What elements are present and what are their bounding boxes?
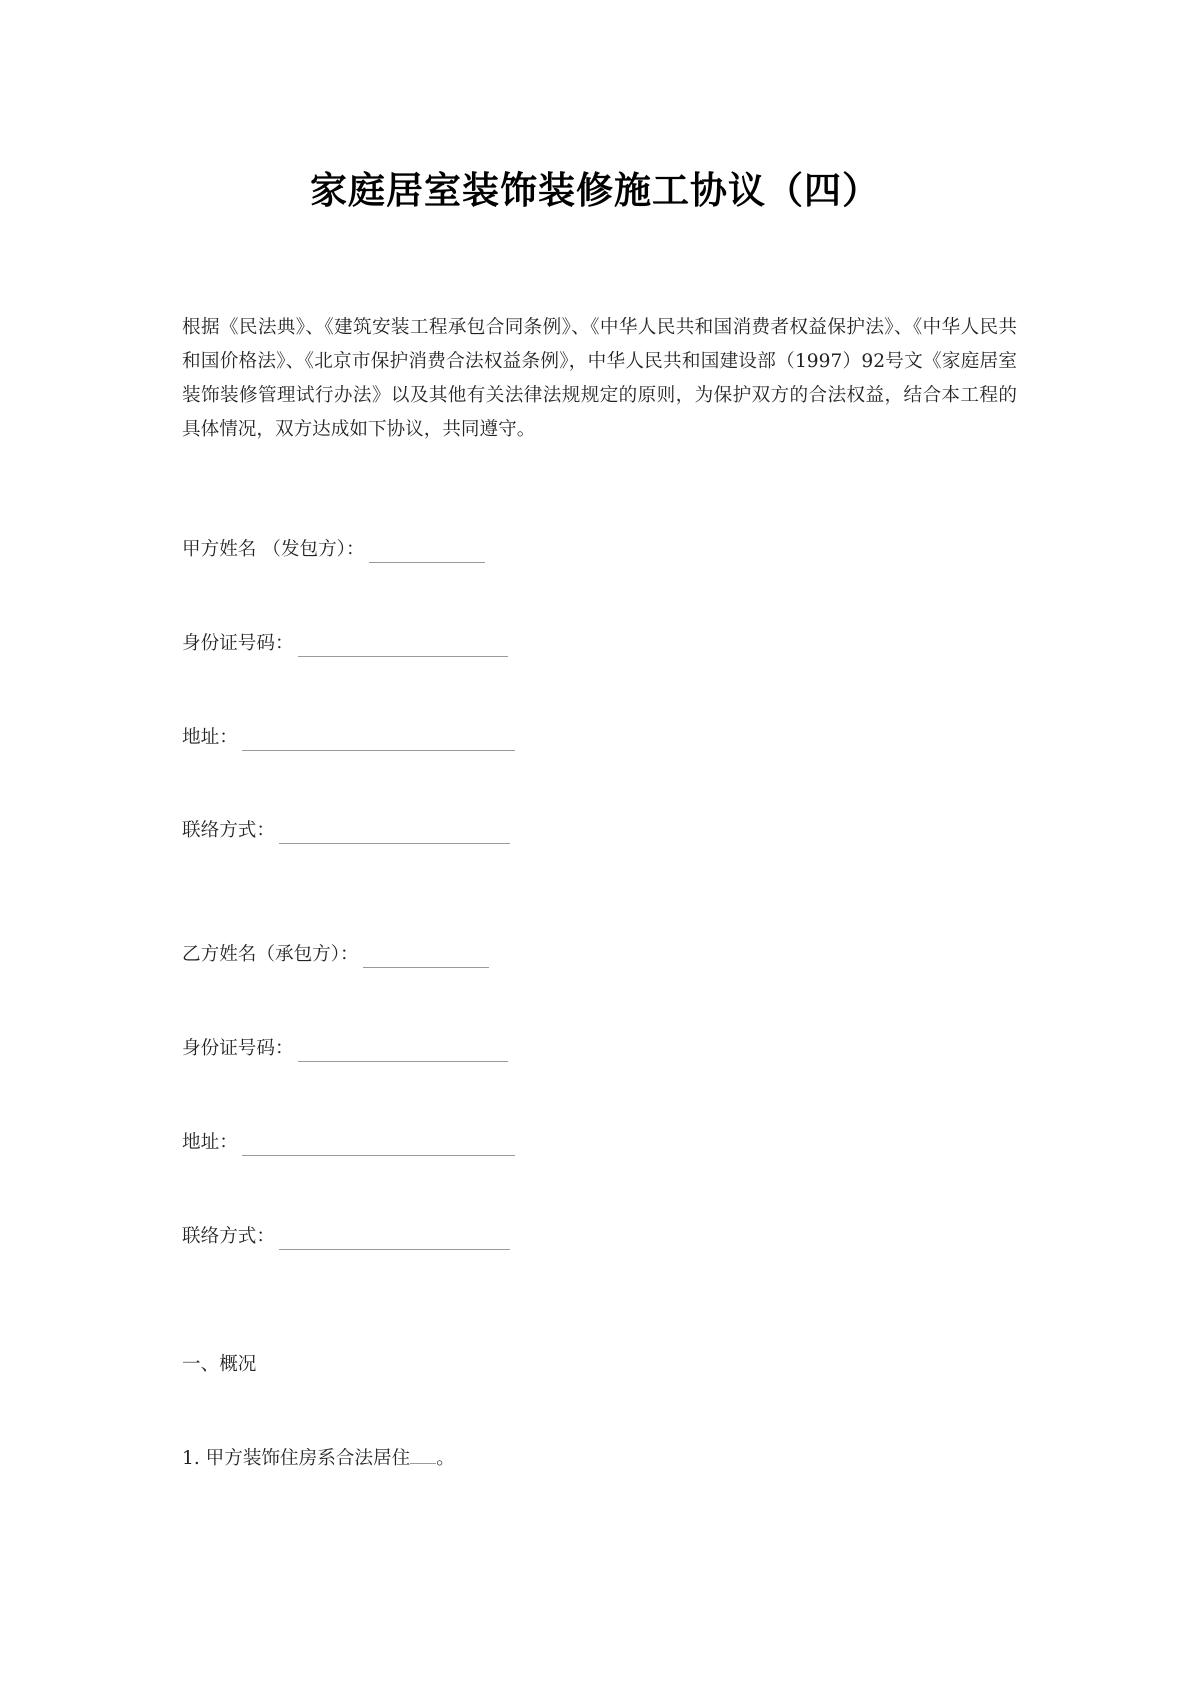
party-a-address-field [182, 725, 515, 751]
document-title: 家庭居室装饰装修施工协议（四） [310, 169, 880, 212]
party-a-name-label: 甲方姓名 （发包方）： [182, 539, 365, 560]
party-b-id-field [182, 1036, 508, 1062]
party-a-contact-label: 联络方式： [182, 820, 275, 841]
party-a-contact-blank[interactable] [279, 823, 510, 844]
party-a-address-label: 地址： [182, 727, 238, 748]
party-b-address-field [182, 1130, 515, 1156]
party-b-contact-blank[interactable] [279, 1229, 510, 1250]
party-a-id-label: 身份证号码： [182, 633, 294, 654]
party-a-id-field [182, 631, 508, 657]
item-1-blank[interactable] [410, 1445, 436, 1464]
party-a-name-field [182, 537, 485, 563]
party-b-name-field [182, 942, 489, 968]
intro-paragraph: 根据《民法典》、《建筑安装工程承包合同条例》、《中华人民共和国消费者权益保护法》、《中华人民共和国价格法》、《北京市保护消费合法权益条例》，中华人民共和国建设部（1997）92号文《家庭居室装饰装修管理试行办法》以及其他有关法律法规规定的原则，为保护双方的合法权益，结合本工程的具体情况，双方达成如下协议，共同遵守。 [182, 317, 1017, 440]
item-1-suffix: 。 [436, 1448, 455, 1469]
party-b-address-blank[interactable] [242, 1135, 515, 1156]
item-1-text: 1. 甲方装饰住房系合法居住 [182, 1448, 411, 1469]
party-a-id-blank[interactable] [298, 636, 508, 657]
party-b-contact-label: 联络方式： [182, 1226, 275, 1247]
party-b-name-label: 乙方姓名（承包方）： [182, 944, 359, 965]
party-b-name-blank[interactable] [363, 947, 489, 968]
section-heading-overview: 一、概况 [182, 1354, 257, 1375]
party-a-name-blank[interactable] [369, 542, 485, 563]
party-b-id-blank[interactable] [298, 1041, 508, 1062]
party-b-contact-field [182, 1224, 510, 1250]
party-b-id-label: 身份证号码： [182, 1038, 294, 1059]
party-a-address-blank[interactable] [242, 730, 515, 751]
party-a-contact-field [182, 818, 510, 844]
section-1-item-1 [182, 1445, 455, 1472]
party-b-address-label: 地址： [182, 1132, 238, 1153]
